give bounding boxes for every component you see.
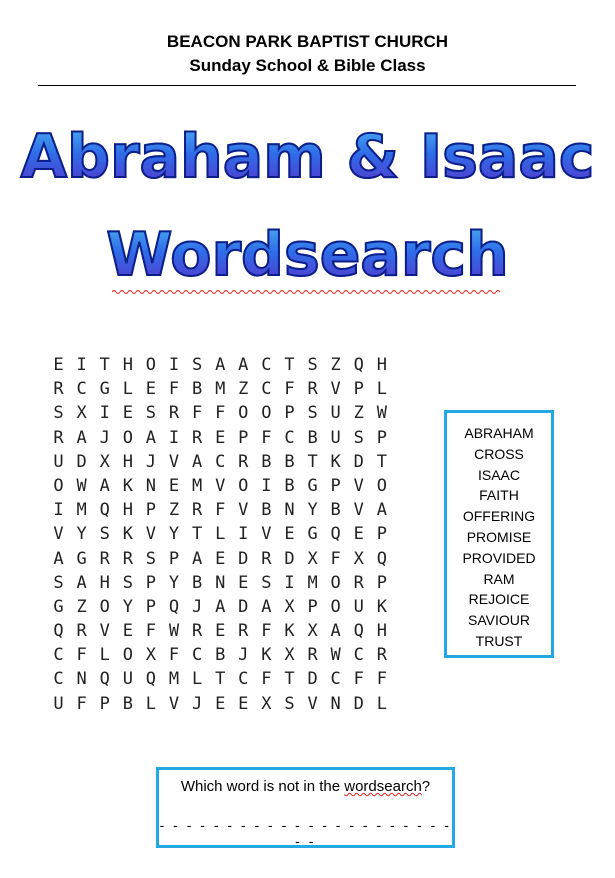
grid-letter: X — [261, 693, 272, 714]
grid-letter: G — [307, 524, 318, 545]
grid-letter: E — [215, 621, 226, 642]
grid-letter: P — [99, 693, 110, 714]
grid-letter: I — [76, 355, 87, 375]
grid-letter: I — [238, 524, 249, 545]
grid-letter: C — [353, 645, 364, 666]
grid-letter: O — [122, 645, 133, 666]
grid-letter: F — [261, 427, 272, 448]
grid-row — [47, 377, 393, 401]
grid-letter: H — [122, 500, 133, 521]
grid-letter: B — [284, 451, 295, 472]
grid-letter: M — [76, 500, 87, 521]
grid-letter: A — [191, 451, 203, 472]
title-line-1: Abraham & Isaac — [0, 122, 615, 192]
grid-letter: A — [238, 355, 249, 375]
grid-letter: J — [191, 693, 203, 714]
header-divider — [38, 85, 576, 86]
grid-letter: P — [307, 596, 318, 617]
grid-letter: Q — [53, 621, 64, 642]
grid-letter: R — [376, 645, 387, 666]
grid-letter: P — [238, 427, 249, 448]
grid-letter: P — [168, 548, 180, 569]
grid-letter: L — [215, 524, 226, 545]
grid-letter: E — [215, 548, 226, 569]
grid-letter: B — [330, 500, 341, 521]
grid-letter: E — [122, 621, 133, 642]
grid-letter: P — [376, 524, 387, 545]
grid-letter: U — [122, 669, 133, 690]
grid-letter: R — [76, 621, 87, 642]
grid-row — [47, 571, 393, 595]
grid-letter: Y — [122, 596, 133, 617]
grid-letter: E — [215, 427, 226, 448]
grid-letter: U — [53, 693, 64, 714]
grid-letter: O — [99, 596, 110, 617]
grid-letter: K — [122, 475, 133, 496]
grid-letter: S — [307, 403, 318, 424]
grid-letter: T — [284, 355, 295, 375]
grid-row — [47, 522, 393, 546]
grid-letter: B — [307, 427, 318, 448]
grid-letter: B — [261, 451, 272, 472]
grid-letter: A — [99, 475, 110, 496]
grid-letter: B — [191, 572, 203, 593]
grid-letter: R — [53, 379, 64, 400]
grid-row — [47, 426, 393, 450]
grid-letter: F — [261, 621, 272, 642]
grid-letter: V — [215, 475, 226, 496]
grid-letter: C — [53, 645, 64, 666]
grid-letter: I — [53, 500, 64, 521]
grid-letter: L — [191, 669, 203, 690]
grid-letter: S — [145, 548, 157, 569]
grid-letter: R — [99, 548, 110, 569]
grid-letter: W — [168, 621, 180, 642]
grid-letter: D — [353, 693, 364, 714]
grid-letter: B — [261, 500, 272, 521]
grid-letter: O — [238, 475, 249, 496]
grid-letter: M — [307, 572, 318, 593]
grid-letter: I — [168, 427, 180, 448]
word-list-item: FAITH — [479, 487, 519, 504]
grid-letter: S — [53, 403, 64, 424]
grid-letter: Z — [353, 403, 364, 424]
grid-letter: P — [284, 403, 295, 424]
grid-row — [47, 692, 393, 716]
grid-letter: A — [145, 427, 157, 448]
grid-letter: V — [353, 500, 364, 521]
grid-letter: I — [168, 355, 180, 375]
grid-letter: S — [145, 403, 157, 424]
grid-letter: V — [99, 621, 110, 642]
grid-letter: P — [330, 475, 341, 496]
grid-letter: N — [284, 500, 295, 521]
grid-letter: A — [53, 548, 64, 569]
grid-letter: B — [284, 475, 295, 496]
grid-letter: S — [122, 572, 133, 593]
grid-letter: R — [261, 548, 272, 569]
word-list — [444, 410, 554, 658]
grid-letter: V — [145, 524, 157, 545]
grid-letter: B — [215, 645, 226, 666]
grid-letter: S — [261, 572, 272, 593]
grid-letter: E — [284, 524, 295, 545]
grid-row — [47, 643, 393, 667]
grid-letter: V — [238, 500, 249, 521]
grid-letter: V — [168, 451, 180, 472]
grid-letter: G — [307, 475, 318, 496]
grid-letter: X — [307, 621, 318, 642]
grid-letter: O — [330, 572, 341, 593]
spellcheck-squiggle — [112, 289, 502, 295]
grid-letter: V — [330, 379, 341, 400]
grid-letter: P — [353, 379, 364, 400]
grid-letter: R — [353, 572, 364, 593]
answer-line[interactable]: - - - - - - - - - - - - - - - - - - - - - - - - — [159, 817, 452, 849]
grid-letter: R — [191, 427, 203, 448]
grid-letter: M — [215, 379, 226, 400]
grid-letter: E — [122, 403, 133, 424]
grid-letter: C — [238, 669, 249, 690]
grid-letter: B — [122, 693, 133, 714]
grid-letter: H — [376, 355, 387, 375]
word-list-item: RAM — [483, 570, 515, 587]
grid-letter: F — [168, 379, 180, 400]
grid-letter: E — [238, 572, 249, 593]
grid-letter: T — [284, 669, 295, 690]
grid-letter: S — [99, 524, 110, 545]
grid-letter: K — [122, 524, 133, 545]
grid-letter: A — [330, 621, 341, 642]
grid-letter: E — [215, 693, 226, 714]
grid-letter: R — [122, 548, 133, 569]
word-list-item: REJOICE — [468, 591, 530, 608]
grid-letter: S — [284, 693, 295, 714]
grid-letter: D — [238, 596, 249, 617]
grid-letter: Q — [168, 596, 180, 617]
word-list-item: OFFERING — [462, 508, 536, 525]
grid-letter: A — [215, 596, 226, 617]
grid-letter: D — [307, 669, 318, 690]
grid-letter: V — [53, 524, 64, 545]
grid-letter: Y — [307, 500, 318, 521]
grid-letter: Y — [168, 572, 180, 593]
grid-letter: O — [261, 403, 272, 424]
grid-letter: R — [238, 451, 249, 472]
grid-letter: X — [99, 451, 110, 472]
grid-letter: L — [122, 379, 133, 400]
grid-letter: P — [145, 572, 157, 593]
grid-letter: J — [238, 645, 249, 666]
grid-letter: P — [145, 596, 157, 617]
grid-letter: C — [191, 645, 203, 666]
grid-row — [47, 474, 393, 498]
grid-letter: U — [330, 427, 341, 448]
grid-letter: J — [145, 451, 157, 472]
grid-letter: M — [168, 669, 180, 690]
grid-letter: Q — [145, 669, 157, 690]
grid-letter: W — [76, 475, 87, 496]
grid-letter: F — [376, 669, 387, 690]
spellcheck-word: wordsearch — [344, 778, 422, 795]
grid-letter: X — [76, 403, 87, 424]
grid-row — [47, 667, 393, 691]
grid-letter: E — [353, 524, 364, 545]
grid-letter: V — [168, 693, 180, 714]
grid-letter: I — [99, 403, 110, 424]
grid-letter: X — [307, 548, 318, 569]
grid-letter: C — [330, 669, 341, 690]
grid-letter: Q — [99, 500, 110, 521]
class-name: Sunday School & Bible Class — [189, 56, 426, 75]
grid-letter: F — [353, 669, 364, 690]
grid-letter: Z — [76, 596, 87, 617]
grid-letter: O — [53, 475, 64, 496]
grid-letter: Q — [353, 355, 364, 375]
grid-letter: R — [191, 621, 203, 642]
grid-letter: O — [376, 475, 387, 496]
letter-grid — [47, 353, 393, 716]
grid-letter: J — [191, 596, 203, 617]
grid-letter: C — [261, 379, 272, 400]
grid-letter: O — [238, 403, 249, 424]
grid-letter: N — [330, 693, 341, 714]
grid-row — [47, 595, 393, 619]
grid-letter: D — [76, 451, 87, 472]
grid-letter: C — [261, 355, 272, 375]
grid-letter: D — [284, 548, 295, 569]
grid-letter: F — [76, 645, 87, 666]
grid-letter: S — [353, 427, 364, 448]
grid-letter: K — [284, 621, 295, 642]
grid-letter: S — [307, 355, 318, 375]
grid-row — [47, 619, 393, 643]
grid-letter: N — [76, 669, 87, 690]
grid-letter: L — [376, 693, 387, 714]
grid-letter: X — [284, 596, 295, 617]
grid-row — [47, 547, 393, 571]
grid-letter: J — [99, 427, 110, 448]
grid-letter: X — [353, 548, 364, 569]
grid-letter: N — [145, 475, 157, 496]
grid-letter: Z — [168, 500, 180, 521]
grid-letter: M — [191, 475, 203, 496]
grid-letter: Q — [376, 548, 387, 569]
grid-letter: C — [76, 379, 87, 400]
grid-letter: R — [307, 645, 318, 666]
grid-letter: X — [284, 645, 295, 666]
grid-row — [47, 401, 393, 425]
grid-letter: U — [353, 596, 364, 617]
grid-letter: S — [191, 355, 203, 375]
grid-letter: R — [238, 621, 249, 642]
grid-letter: H — [122, 355, 133, 375]
grid-letter: P — [376, 572, 387, 593]
grid-letter: D — [238, 548, 249, 569]
grid-letter: N — [215, 572, 226, 593]
grid-letter: A — [191, 548, 203, 569]
word-list-item: TRUST — [475, 632, 523, 649]
word-list-item: CROSS — [474, 445, 524, 462]
grid-letter: E — [238, 693, 249, 714]
question-box — [156, 767, 455, 848]
grid-letter: F — [168, 645, 180, 666]
grid-letter: T — [307, 451, 318, 472]
grid-letter: B — [191, 379, 203, 400]
grid-letter: Y — [76, 524, 87, 545]
grid-letter: O — [330, 596, 341, 617]
grid-letter: L — [145, 693, 157, 714]
grid-letter: G — [99, 379, 110, 400]
grid-letter: U — [53, 451, 64, 472]
grid-letter: L — [99, 645, 110, 666]
grid-letter: P — [376, 427, 387, 448]
grid-letter: A — [376, 500, 387, 521]
grid-letter: R — [53, 427, 64, 448]
grid-letter: F — [284, 379, 295, 400]
grid-letter: F — [145, 621, 157, 642]
grid-letter: F — [261, 669, 272, 690]
word-list-item: ABRAHAM — [464, 425, 534, 441]
question-text: Which word is not in the wordsearch? — [180, 778, 431, 795]
grid-letter: A — [261, 596, 272, 617]
grid-letter: Y — [168, 524, 180, 545]
word-list-item: ISAAC — [477, 466, 520, 483]
grid-letter: T — [215, 669, 226, 690]
grid-row — [47, 498, 393, 522]
grid-letter: A — [76, 427, 87, 448]
grid-letter: T — [376, 451, 387, 472]
grid-letter: Q — [330, 524, 341, 545]
grid-row — [47, 353, 393, 377]
grid-letter: F — [330, 548, 341, 569]
grid-letter: I — [284, 572, 295, 593]
grid-letter: Z — [238, 379, 249, 400]
grid-letter: V — [307, 693, 318, 714]
grid-row — [47, 450, 393, 474]
grid-letter: P — [145, 500, 157, 521]
word-list-item: SAVIOUR — [468, 612, 530, 629]
grid-letter: E — [168, 475, 180, 496]
grid-letter: A — [76, 572, 87, 593]
title-line-2: Wordsearch — [0, 220, 615, 290]
grid-letter: R — [168, 403, 180, 424]
grid-letter: D — [353, 451, 364, 472]
grid-letter: F — [191, 403, 203, 424]
grid-letter: T — [191, 524, 203, 545]
grid-letter: T — [99, 355, 110, 375]
grid-letter: R — [191, 500, 203, 521]
word-list-item: PROVIDED — [462, 549, 536, 566]
grid-letter: W — [330, 645, 341, 666]
grid-letter: H — [376, 621, 387, 642]
grid-letter: E — [53, 355, 64, 375]
page-header — [0, 30, 615, 78]
grid-letter: G — [76, 548, 87, 569]
grid-letter: C — [53, 669, 64, 690]
grid-letter: R — [307, 379, 318, 400]
grid-letter: F — [215, 403, 226, 424]
grid-letter: G — [53, 596, 64, 617]
grid-letter: E — [145, 379, 157, 400]
grid-letter: C — [284, 427, 295, 448]
grid-letter: L — [376, 379, 387, 400]
grid-letter: K — [376, 596, 387, 617]
grid-letter: K — [330, 451, 341, 472]
grid-letter: X — [145, 645, 157, 666]
grid-letter: Q — [99, 669, 110, 690]
grid-letter: A — [215, 355, 226, 375]
grid-letter: H — [122, 451, 133, 472]
grid-letter: I — [261, 475, 272, 496]
grid-letter: U — [330, 403, 341, 424]
grid-letter: W — [376, 403, 387, 424]
grid-letter: Q — [353, 621, 364, 642]
grid-letter: V — [353, 475, 364, 496]
grid-letter: F — [76, 693, 87, 714]
word-list-item: PROMISE — [466, 528, 532, 545]
grid-letter: O — [145, 355, 157, 375]
grid-letter: V — [261, 524, 272, 545]
grid-letter: Z — [330, 355, 341, 375]
church-name: BEACON PARK BAPTIST CHURCH — [166, 32, 449, 51]
grid-letter: K — [261, 645, 272, 666]
grid-letter: H — [99, 572, 110, 593]
grid-letter: C — [215, 451, 226, 472]
grid-letter: O — [122, 427, 133, 448]
grid-letter: S — [53, 572, 64, 593]
grid-letter: F — [215, 500, 226, 521]
